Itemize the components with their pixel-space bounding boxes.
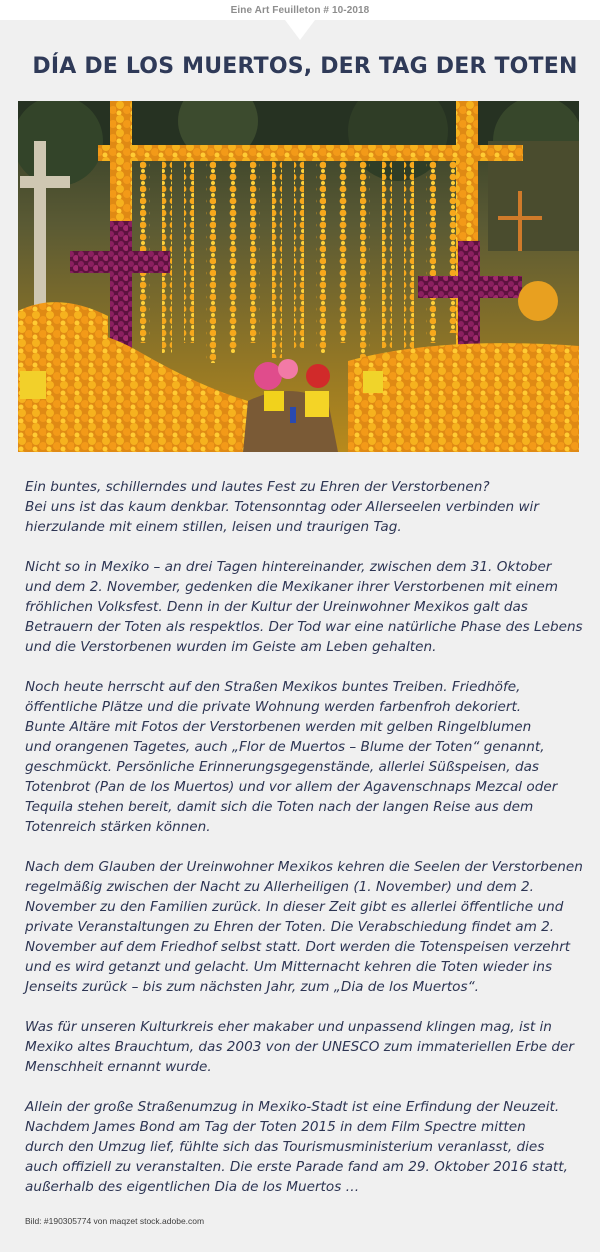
notch-arrow [285,20,315,40]
paragraph-unesco: Was für unseren Kulturkreis eher makaber und unpassend klingen mag, ist in Mexiko altes Brauchtum, das 2003 von der UNESCO zum immateriellen Erbe der Menschheit ernannt wurde. [25,1019,574,1075]
paragraph-parade: Allein der große Straßenumzug in Mexiko-Stadt ist eine Erfindung der Neuzeit. Nachdem James Bond am Tag der Toten 2015 in dem Film Spectre mitten durch den Umzug lief, fühlte sich das Tourismusministerium veranlasst, dies auch offiziell zu veranstalten. Die erste Parade fand am 29. Oktober 2016 statt, außerhalb des eigentlichen Dia de los Muertos … [25,1099,568,1195]
top-bar [0,0,600,20]
image-credit: Bild: #190305774 von maqzet stock.adobe.com [25,1216,205,1226]
page-title: DÍA DE LOS MUERTOS, DER TAG DER TOTEN [32,54,578,79]
paragraph-streets: Noch heute herrscht auf den Straßen Mexikos buntes Treiben. Friedhöfe, öffentliche Plätze und die private Wohnung werden farbenfroh dekoriert. Bunte Altäre mit Fotos der Verstorbenen werden mit gelben Ringelblumen und orangenen Tagetes, auch „Flor de Muertos – Blume der Toten“ genannt, geschmückt. Persönliche Erinnerungsgegenstände, allerlei Süßspeisen, das Totenbrot (Pan de los Muertos) und vor allem der Agavenschnaps Mezcal oder Tequila stehen bereit, damit sich die Toten nach der langen Reise aus dem Totenreich stärken können. [25,679,558,835]
issue-kicker: Eine Art Feuilleton # 10-2018 [230,5,370,16]
paragraph-intro: Ein buntes, schillerndes und lautes Fest zu Ehren der Verstorbenen? Bei uns ist das kaum denkbar. Totensonntag oder Allerseelen verbinden wir hierzulande mit einem stillen, leisen und traurigen Tag. [25,479,539,535]
paragraph-mexico: Nicht so in Mexiko – an drei Tagen hintereinander, zwischen dem 31. Oktober und dem 2. November, gedenken die Mexikaner ihrer Verstorbenen mit einem fröhlichen Volksfest. Denn in der Kultur der Ureinwohner Mexikos galt das Betrauern der Toten als respektlos. Der Tod war eine natürliche Phase des Lebens und die Verstorbenen wurden im Geiste am Leben gehalten. [25,559,583,655]
paragraph-belief: Nach dem Glauben der Ureinwohner Mexikos kehren die Seelen der Verstorbenen regelmäßig zwischen der Nacht zu Allerheiligen (1. November) und dem 2. November zu den Familien zurück. In dieser Zeit gibt es allerlei öffentliche und private Veranstaltungen zu Ehren der Toten. Die Verabschiedung findet am 2. November auf dem Friedhof selbst statt. Dort werden die Totenspeisen verzehrt und es wird getanzt und gelacht. Um Mitternacht kehren die Toten wieder ins Jenseits zurück – bis zum nächsten Jahr, zum „Dia de los Muertos“. [25,859,583,995]
article-body [25,477,585,1217]
hero-photo [18,101,579,452]
